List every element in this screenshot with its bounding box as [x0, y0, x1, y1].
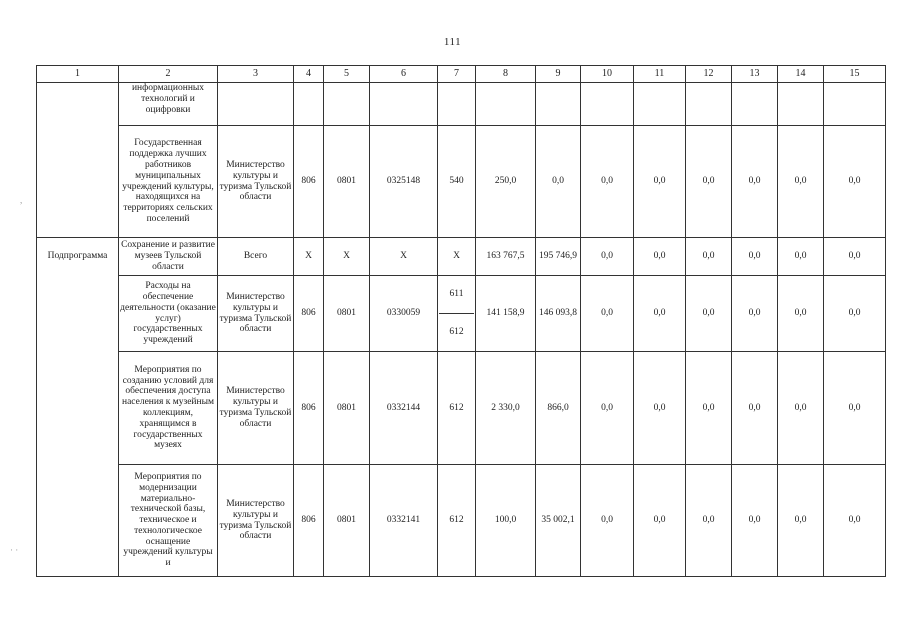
col-header: 15 [824, 66, 886, 83]
cell-rzpr: Х [324, 238, 370, 276]
budget-table [36, 65, 886, 577]
page-number: 111 [443, 36, 462, 48]
cell-csr: 0332141 [370, 465, 438, 577]
cell-value: 146 093,8 [536, 276, 581, 352]
cell-vr: 540 [438, 126, 476, 238]
cell-vr: 612 [438, 352, 476, 465]
cell-value: 0,0 [824, 238, 886, 276]
header-row [37, 66, 886, 83]
cell-value: 0,0 [778, 276, 824, 352]
table-row [37, 465, 886, 577]
cell-rzpr: 0801 [324, 276, 370, 352]
cell-value: 0,0 [824, 126, 886, 238]
col-header: 12 [686, 66, 732, 83]
cell-value: 0,0 [732, 276, 778, 352]
col-header: 8 [476, 66, 536, 83]
cell-value [778, 83, 824, 126]
cell-value: 0,0 [536, 126, 581, 238]
cell-value: 0,0 [824, 465, 886, 577]
cell-value: 163 767,5 [476, 238, 536, 276]
cell-value: 0,0 [581, 238, 634, 276]
cell-value: 866,0 [536, 352, 581, 465]
cell-gr: 806 [294, 126, 324, 238]
cell-value: 0,0 [581, 352, 634, 465]
cell-value: 0,0 [686, 276, 732, 352]
table-row [37, 352, 886, 465]
cell-value: 100,0 [476, 465, 536, 577]
cell-rzpr: 0801 [324, 126, 370, 238]
cell-value: 250,0 [476, 126, 536, 238]
cell-value: 0,0 [778, 465, 824, 577]
cell-value: 0,0 [824, 276, 886, 352]
cell-value: 0,0 [634, 126, 686, 238]
cell-value: 2 330,0 [476, 352, 536, 465]
cell-value: 0,0 [686, 352, 732, 465]
cell-value [686, 83, 732, 126]
cell-executor: Министерство культуры и туризма Тульской области [218, 465, 294, 577]
cell-value: 35 002,1 [536, 465, 581, 577]
cell-value: 0,0 [732, 238, 778, 276]
table-row [37, 126, 886, 238]
col-header: 2 [119, 66, 218, 83]
cell-description: информационных технологий и оцифровки [119, 83, 218, 126]
cell-value: 0,0 [824, 352, 886, 465]
cell-vr [438, 83, 476, 126]
col-header: 11 [634, 66, 686, 83]
cell-value [476, 83, 536, 126]
scan-speck: · · [10, 545, 19, 555]
col-header: 1 [37, 66, 119, 83]
cell-value: 0,0 [581, 465, 634, 577]
cell-value: 195 746,9 [536, 238, 581, 276]
col-header: 14 [778, 66, 824, 83]
cell-value [634, 83, 686, 126]
cell-vr: 611 [449, 289, 464, 300]
cell-value: 0,0 [778, 238, 824, 276]
cell-description: Мероприятия по созданию условий для обеспечения доступа населения к музейным коллекциям, хранящимся в государственных музеях [119, 352, 218, 465]
cell-executor: Всего [218, 238, 294, 276]
cell-vr: 612 [438, 465, 476, 577]
cell-value [536, 83, 581, 126]
cell-csr: Х [370, 238, 438, 276]
table-row [37, 238, 886, 276]
col-header: 4 [294, 66, 324, 83]
cell-value: 0,0 [634, 465, 686, 577]
cell-executor: Министерство культуры и туризма Тульской области [218, 352, 294, 465]
cell-gr: 806 [294, 465, 324, 577]
col-header: 6 [370, 66, 438, 83]
cell-executor: Министерство культуры и туризма Тульской области [218, 276, 294, 352]
table-row [37, 83, 886, 126]
cell-description: Мероприятия по модернизации материально-технической базы, техническое и технологическое оснащение учреждений культуры и [119, 465, 218, 577]
cell-value [581, 83, 634, 126]
scan-speck: , [20, 195, 23, 205]
cell-type [37, 83, 119, 238]
cell-type: Подпрограмма [37, 238, 119, 577]
cell-gr: Х [294, 238, 324, 276]
cell-value: 0,0 [634, 276, 686, 352]
cell-gr [294, 83, 324, 126]
cell-vr: 612 [439, 313, 474, 351]
cell-description: Расходы на обеспечение деятельности (оказание услуг) государственных учреждений [119, 276, 218, 352]
cell-value: 0,0 [634, 238, 686, 276]
cell-gr: 806 [294, 276, 324, 352]
col-header: 10 [581, 66, 634, 83]
cell-description: Сохранение и развитие музеев Тульской области [119, 238, 218, 276]
cell-value [732, 83, 778, 126]
cell-csr: 0325148 [370, 126, 438, 238]
col-header: 7 [438, 66, 476, 83]
cell-value [824, 83, 886, 126]
cell-executor [218, 83, 294, 126]
cell-csr: 0330059 [370, 276, 438, 352]
cell-csr: 0332144 [370, 352, 438, 465]
cell-value: 0,0 [634, 352, 686, 465]
col-header: 3 [218, 66, 294, 83]
cell-value: 0,0 [686, 126, 732, 238]
cell-rzpr: 0801 [324, 352, 370, 465]
cell-value: 0,0 [732, 352, 778, 465]
cell-vr: Х [438, 238, 476, 276]
col-header: 13 [732, 66, 778, 83]
cell-value: 0,0 [732, 126, 778, 238]
cell-value: 0,0 [778, 352, 824, 465]
col-header: 5 [324, 66, 370, 83]
cell-value: 0,0 [732, 465, 778, 577]
cell-gr: 806 [294, 352, 324, 465]
cell-value: 0,0 [581, 126, 634, 238]
cell-value: 0,0 [778, 126, 824, 238]
cell-csr [370, 83, 438, 126]
col-header: 9 [536, 66, 581, 83]
cell-value: 141 158,9 [476, 276, 536, 352]
cell-rzpr [324, 83, 370, 126]
cell-description: Государственная поддержка лучших работников муниципальных учреждений культуры, находящихся на территориях сельских поселений [119, 126, 218, 238]
table-row [37, 276, 886, 352]
cell-value: 0,0 [686, 465, 732, 577]
cell-value: 0,0 [686, 238, 732, 276]
cell-rzpr: 0801 [324, 465, 370, 577]
cell-vr-split [438, 276, 476, 352]
cell-executor: Министерство культуры и туризма Тульской области [218, 126, 294, 238]
cell-value: 0,0 [581, 276, 634, 352]
